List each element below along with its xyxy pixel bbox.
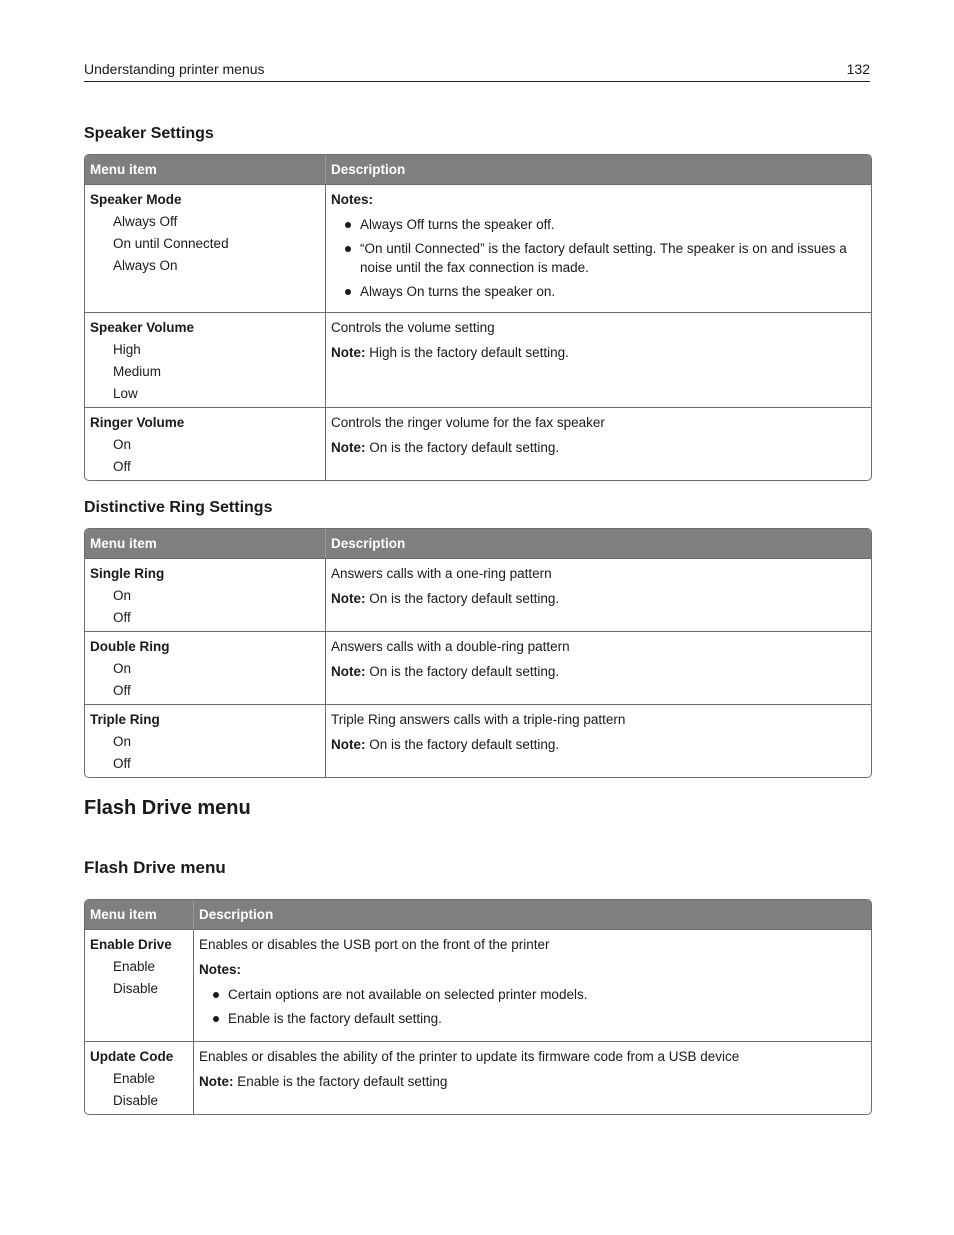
note-label: Note: bbox=[331, 664, 366, 679]
table-row bbox=[85, 631, 871, 704]
note-line bbox=[199, 1072, 866, 1091]
description-cell bbox=[326, 185, 871, 312]
note-line bbox=[331, 589, 866, 608]
table-row bbox=[85, 704, 871, 777]
flash-drive-table bbox=[84, 899, 872, 1115]
notes-label: Notes: bbox=[199, 962, 242, 977]
menu-option: On bbox=[113, 588, 132, 603]
speaker-settings-table bbox=[84, 154, 872, 481]
col-header-menu-item: Menu item bbox=[85, 900, 194, 929]
notes-list bbox=[331, 215, 866, 301]
note-text: Enable is the factory default setting bbox=[233, 1074, 448, 1089]
note-text: High is the factory default setting. bbox=[365, 345, 569, 360]
menu-option: On bbox=[113, 437, 132, 452]
notes-label: Notes: bbox=[331, 192, 374, 207]
note-line bbox=[331, 662, 866, 681]
description-text: Enables or disables the USB port on the front of the printer bbox=[199, 937, 550, 952]
description-cell bbox=[326, 705, 871, 777]
menu-item-name: Speaker Mode bbox=[90, 192, 182, 207]
menu-option: Off bbox=[113, 756, 131, 771]
note-text: On is the factory default setting. bbox=[365, 591, 560, 606]
description-text: Controls the volume setting bbox=[331, 320, 495, 335]
menu-option: On bbox=[113, 661, 132, 676]
col-header-description: Description bbox=[331, 162, 406, 177]
note-label: Note: bbox=[331, 737, 366, 752]
description-cell bbox=[194, 1042, 871, 1114]
description-cell bbox=[194, 930, 871, 1041]
table-header bbox=[85, 900, 871, 929]
table-header bbox=[85, 155, 871, 184]
menu-item-cell bbox=[85, 1042, 194, 1114]
note-text: On is the factory default setting. bbox=[365, 440, 560, 455]
description-text: Answers calls with a double-ring pattern bbox=[331, 639, 570, 654]
menu-option: On until Connected bbox=[113, 236, 229, 251]
note-bullet: “On until Connected” is the factory default setting. The speaker is on and issues a noise until the fax connection is made. bbox=[331, 239, 866, 277]
menu-option: Medium bbox=[113, 364, 162, 379]
note-label: Note: bbox=[331, 591, 366, 606]
table-row bbox=[85, 407, 871, 480]
menu-option: Off bbox=[113, 459, 131, 474]
menu-item-cell bbox=[85, 559, 326, 631]
description-cell bbox=[326, 559, 871, 631]
note-bullet: Always Off turns the speaker off. bbox=[331, 215, 866, 234]
menu-option: Off bbox=[113, 610, 131, 625]
menu-item-name: Update Code bbox=[90, 1049, 174, 1064]
menu-item-name: Double Ring bbox=[90, 639, 170, 654]
note-line bbox=[331, 735, 866, 754]
menu-option: Enable bbox=[113, 959, 156, 974]
menu-option: Low bbox=[113, 386, 138, 401]
page-number: 132 bbox=[846, 61, 870, 77]
col-header-description: Description bbox=[199, 907, 274, 922]
note-label: Note: bbox=[199, 1074, 234, 1089]
description-text: Triple Ring answers calls with a triple-ring pattern bbox=[331, 712, 626, 727]
col-header-description: Description bbox=[331, 536, 406, 551]
description-text: Answers calls with a one-ring pattern bbox=[331, 566, 552, 581]
description-cell bbox=[326, 408, 871, 480]
table-row bbox=[85, 184, 871, 312]
table-header bbox=[85, 529, 871, 558]
menu-option: Disable bbox=[113, 981, 159, 996]
note-line bbox=[331, 438, 866, 457]
menu-option: Enable bbox=[113, 1071, 156, 1086]
menu-item-cell bbox=[85, 705, 326, 777]
speaker-settings-title: Speaker Settings bbox=[84, 125, 214, 142]
table-row bbox=[85, 558, 871, 631]
menu-item-cell bbox=[85, 313, 326, 407]
note-text: On is the factory default setting. bbox=[365, 737, 560, 752]
note-bullet: Enable is the factory default setting. bbox=[199, 1009, 866, 1028]
flash-drive-heading: Flash Drive menu bbox=[84, 797, 251, 819]
menu-item-name: Speaker Volume bbox=[90, 320, 195, 335]
note-label: Note: bbox=[331, 345, 366, 360]
note-line bbox=[331, 343, 866, 362]
menu-item-cell bbox=[85, 930, 194, 1041]
menu-item-cell bbox=[85, 185, 326, 312]
description-text: Controls the ringer volume for the fax speaker bbox=[331, 415, 605, 430]
note-text: On is the factory default setting. bbox=[365, 664, 560, 679]
description-text: Enables or disables the ability of the printer to update its firmware code from a USB device bbox=[199, 1049, 740, 1064]
menu-item-name: Triple Ring bbox=[90, 712, 160, 727]
flash-drive-subheading: Flash Drive menu bbox=[84, 858, 226, 877]
distinctive-ring-table bbox=[84, 528, 872, 778]
table-row bbox=[85, 312, 871, 407]
note-bullet: Certain options are not available on selected printer models. bbox=[199, 985, 866, 1004]
table-row bbox=[85, 929, 871, 1041]
page-header bbox=[84, 61, 870, 82]
menu-option: Always Off bbox=[113, 214, 178, 229]
distinctive-ring-title: Distinctive Ring Settings bbox=[84, 499, 273, 516]
menu-option: Disable bbox=[113, 1093, 159, 1108]
description-cell bbox=[326, 313, 871, 407]
note-label: Note: bbox=[331, 440, 366, 455]
col-header-menu-item: Menu item bbox=[85, 529, 326, 558]
menu-option: On bbox=[113, 734, 132, 749]
menu-option: Off bbox=[113, 683, 131, 698]
menu-item-name: Single Ring bbox=[90, 566, 165, 581]
menu-option: Always On bbox=[113, 258, 178, 273]
description-cell bbox=[326, 632, 871, 704]
menu-option: High bbox=[113, 342, 141, 357]
menu-item-name: Enable Drive bbox=[90, 937, 172, 952]
menu-item-cell bbox=[85, 408, 326, 480]
table-row bbox=[85, 1041, 871, 1114]
menu-item-name: Ringer Volume bbox=[90, 415, 185, 430]
menu-item-cell bbox=[85, 632, 326, 704]
notes-list bbox=[199, 985, 866, 1028]
note-bullet: Always On turns the speaker on. bbox=[331, 282, 866, 301]
col-header-menu-item: Menu item bbox=[85, 155, 326, 184]
header-title: Understanding printer menus bbox=[84, 61, 265, 77]
